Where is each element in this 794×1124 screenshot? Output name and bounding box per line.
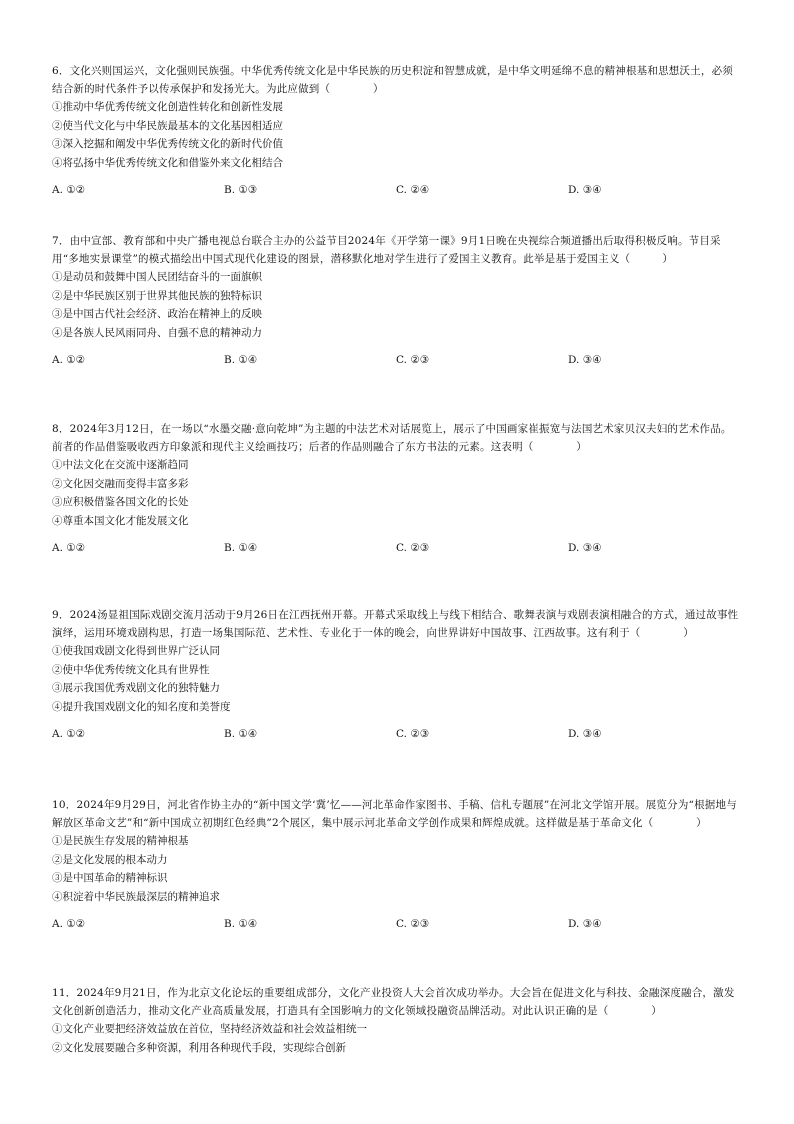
choice-d[interactable]: D. ③④ — [568, 184, 602, 196]
answer-choices — [52, 542, 742, 560]
statement-3: ③是中国古代社会经济、政治在精神上的反映 — [52, 308, 262, 320]
choice-d[interactable]: D. ③④ — [568, 354, 602, 366]
statement-1: ①推动中华优秀传统文化创造性转化和创新性发展 — [52, 101, 283, 113]
statement-3: ③展示我国优秀戏剧文化的独特魅力 — [52, 682, 220, 694]
choice-a[interactable]: A. ①② — [52, 184, 86, 196]
question-stem: 9．2024汤显祖国际戏剧交流月活动于9月26日在江西抚州开幕。开幕式采取线上与线下相结合、歌舞表演与戏剧表演相融合的方式，通过故事性演绎，运用环境戏剧构思，打造一场集国际范、艺术性、专业化于一体的晚会，向世界讲好中国故事、江西故事。这有利于（ ） — [52, 609, 739, 639]
choice-b[interactable]: B. ①④ — [224, 918, 258, 930]
statement-2: ②是中华民族区别于世界其他民族的独特标识 — [52, 289, 262, 302]
choice-a[interactable]: A. ①② — [52, 728, 86, 740]
statement-4: ④将弘扬中华优秀传统文化和借鉴外来文化相结合 — [52, 156, 283, 169]
statement-2: ②是文化发展的根本动力 — [52, 853, 168, 866]
statement-4: ④积淀着中华民族最深层的精神追求 — [52, 890, 220, 903]
choice-a[interactable]: A. ①② — [52, 354, 86, 366]
choice-b[interactable]: B. ①④ — [224, 542, 258, 554]
question-9 — [52, 606, 742, 746]
question-7 — [52, 232, 742, 372]
statement-1: ①使我国戏剧文化得到世界广泛认同 — [52, 645, 220, 657]
choice-c[interactable]: C. ②③ — [396, 542, 430, 554]
question-11 — [52, 984, 742, 1057]
statement-2: ②使中华优秀传统文化具有世界性 — [52, 663, 210, 676]
answer-choices — [52, 728, 742, 746]
statement-4: ④提升我国戏剧文化的知名度和美誉度 — [52, 700, 231, 713]
statement-3: ③应积极借鉴各国文化的长处 — [52, 496, 189, 508]
question-stem: 10．2024年9月29日，河北省作协主办的“新中国文学‘冀’忆——河北革命作家图书、手稿、信札专题展”在河北文学馆开展。展览分为“根据地与解放区革命文艺”和“新中国成立初期红色经典”2个展区，集中展示河北革命文学创作成果和辉煌成就。这样做是基于革命文化（ ） — [52, 799, 737, 829]
statement-1: ①中法文化在交流中逐渐趋同 — [52, 459, 189, 471]
question-stem: 6．文化兴则国运兴，文化强则民族强。中华优秀传统文化是中华民族的历史积淀和智慧成就，是中华文明延绵不息的精神根基和思想沃土，必须结合新的时代条件予以传承保护和发扬光大。为此应做到（ ） — [52, 65, 733, 95]
choice-c[interactable]: C. ②④ — [396, 184, 430, 196]
statement-1: ①是动员和鼓舞中国人民团结奋斗的一面旗帜 — [52, 271, 262, 283]
question-8 — [52, 420, 742, 560]
question-stem: 8．2024年3月12日，在一场以“水墨交融·意向乾坤”为主题的中法艺术对话展览上，展示了中国画家崔振宽与法国艺术家贝汉夫妇的艺术作品。前者的作品借鉴吸收西方印象派和现代主义绘画技巧；后者的作品则融合了东方书法的元素。这表明（ ） — [52, 423, 732, 453]
choice-c[interactable]: C. ②③ — [396, 918, 430, 930]
choice-c[interactable]: C. ②③ — [396, 354, 430, 366]
question-stem: 11．2024年9月21日，作为北京文化论坛的重要组成部分，文化产业投资人大会首次成功举办。大会旨在促进文化与科技、金融深度融合，激发文化创新创造活力，推动文化产业高质量发展，打造具有全国影响力的文化领域投融资品牌活动。对此认识正确的是（ ） — [52, 987, 735, 1017]
statement-4: ④尊重本国文化才能发展文化 — [52, 514, 189, 527]
question-10 — [52, 796, 742, 936]
choice-b[interactable]: B. ①④ — [224, 354, 258, 366]
statement-2: ②使当代文化与中华民族最基本的文化基因相适应 — [52, 119, 283, 132]
statement-1: ①是民族生存发展的精神根基 — [52, 835, 189, 847]
answer-choices — [52, 354, 742, 372]
statement-2: ②文化因交融而变得丰富多彩 — [52, 477, 189, 490]
statement-2: ②文化发展要融合多种资源，利用各种现代手段，实现综合创新 — [52, 1041, 346, 1054]
question-stem: 7．由中宣部、教育部和中央广播电视总台联合主办的公益节目2024年《开学第一课》9月1日晚在央视综合频道播出后取得积极反响。节目采用“多地实景课堂”的模式描绘出中国式现代化建设的图景，潜移默化地对学生进行了爱国主义教育。此举是基于爱国主义（ ） — [52, 235, 721, 265]
question-6 — [52, 62, 742, 202]
statement-1: ①文化产业要把经济效益放在首位，坚持经济效益和社会效益相统一 — [52, 1023, 367, 1035]
statement-4: ④是各族人民风雨同舟、自强不息的精神动力 — [52, 326, 262, 339]
choice-c[interactable]: C. ②③ — [396, 728, 430, 740]
choice-b[interactable]: B. ①③ — [224, 184, 258, 196]
statement-3: ③深入挖掘和阐发中华优秀传统文化的新时代价值 — [52, 138, 283, 150]
choice-a[interactable]: A. ①② — [52, 542, 86, 554]
statement-3: ③是中国革命的精神标识 — [52, 872, 168, 884]
choice-d[interactable]: D. ③④ — [568, 728, 602, 740]
choice-d[interactable]: D. ③④ — [568, 542, 602, 554]
choice-d[interactable]: D. ③④ — [568, 918, 602, 930]
choice-a[interactable]: A. ①② — [52, 918, 86, 930]
answer-choices — [52, 918, 742, 936]
choice-b[interactable]: B. ①④ — [224, 728, 258, 740]
answer-choices — [52, 184, 742, 202]
